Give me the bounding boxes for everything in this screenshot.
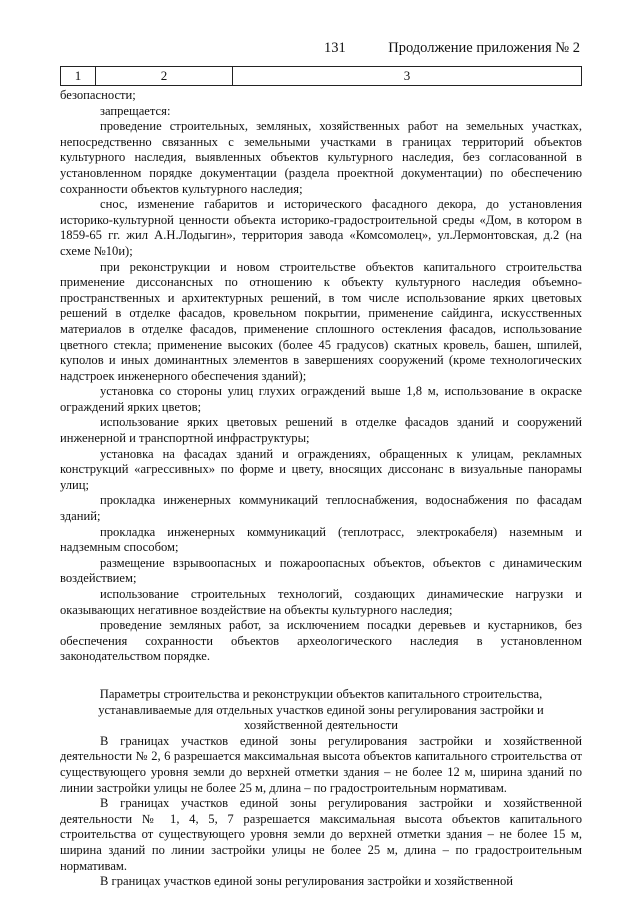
paragraph: запрещается: xyxy=(100,103,171,118)
paragraph: использование строительных технологий, создающих динамические нагрузки и оказывающих негативное воздействие на объекты культурного наследия; xyxy=(60,587,582,617)
column-1-number: 1 xyxy=(61,67,96,85)
paragraph: безопасности; xyxy=(60,88,136,102)
paragraph: установка со стороны улиц глухих ограждений выше 1,8 м, использование в окраске ограждений ярких цветов; xyxy=(60,384,582,414)
paragraph: при реконструкции и новом строительстве объектов капитального строительства применение диссонансных по отношению к объекту культурного наследия объемно-пространственных и архитектурных решений, в том числе использование ярких цветовых решений в отделке фасадов, кровельном покрытии, применение сайдинга, искусственных материалов в отделке фасадов, применение сплошного остекления фасадов, использование цветного стекла; применение высоких (более 45 градусов) скатных кровель, башен, шпилей, куполов и иных доминантных элементов в завершениях сооружений (кроме технологических надстроек инженерного обеспечения зданий); xyxy=(60,259,582,383)
appendix-title: Продолжение приложения № 2 xyxy=(388,40,580,56)
page-number: 131 xyxy=(324,40,346,56)
paragraph: В границах участков единой зоны регулирования застройки и хозяйственной xyxy=(100,874,514,889)
document-body xyxy=(60,88,582,890)
page-header xyxy=(0,40,640,62)
column-number-row xyxy=(60,66,582,86)
paragraph: В границах участков единой зоны регулирования застройки и хозяйственной деятельности № 1, 4, 5, 7 разрешается максимальная высота объектов капитального строительства от существующего уровня земли до верхней отметки здания – не более 15 м, ширина зданий по линии застройки улицы не более 25 м, длина – по градостроительным нормативам. xyxy=(60,796,582,873)
paragraph: использование ярких цветовых решений в отделке фасадов зданий и сооружений инженерной и транспортной инфраструктуры; xyxy=(60,415,582,446)
paragraph: снос, изменение габаритов и исторического фасадного декора, до установления историко-культурной ценности объекта историко-градостроительной среды «Дом, в котором в 1859-65 гг. жил А.Н.Лодыгин», территория завода «Комсомолец», ул.Лермонтовская, д.2 (на схеме №10и); xyxy=(60,197,582,258)
column-3-number: 3 xyxy=(403,68,411,83)
paragraph: проведение строительных, земляных, хозяйственных работ на земельных участках, непосредственно связанных с земельными участками в границах территорий объектов культурного наследия, выявленных объектов культурного наследия, без согласованной в установленном порядке документации (раздела проектной документации) по обеспечению сохранности объектов культурного наследия; xyxy=(60,119,582,196)
paragraph: размещение взрывоопасных и пожароопасных объектов, объектов с динамическим воздействием; xyxy=(60,555,582,586)
section-title: Параметры строительства и реконструкции объектов капитального строительства, устанавливаемые для отдельных участков единой зоны регулирования застройки и хозяйственной деятельности xyxy=(98,686,544,733)
paragraph: прокладка инженерных коммуникаций теплоснабжения, водоснабжения по фасадам зданий; xyxy=(60,493,582,524)
paragraph: проведение земляных работ, за исключением посадки деревьев и кустарников, без обеспечения сохранности объектов археологического наследия в установленном законодательством порядке. xyxy=(60,618,582,664)
column-2-number: 2 xyxy=(96,67,233,85)
paragraph: В границах участков единой зоны регулирования застройки и хозяйственной деятельности № 2, 6 разрешается максимальная высота объектов капитального строительства от существующего уровня земли до верхней отметки здания – не более 12 м, ширина зданий по линии застройки улицы не более 25 м, длина – по градостроительным нормативам. xyxy=(60,733,582,795)
paragraph: прокладка инженерных коммуникаций (теплотрасс, электрокабеля) наземным и надземным способом; xyxy=(60,524,582,555)
paragraph: установка на фасадах зданий и ограждениях, обращенных к улицам, рекламных конструкций «агрессивных» по форме и цвету, вносящих диссонанс в визуальные панорамы улиц; xyxy=(60,446,582,492)
